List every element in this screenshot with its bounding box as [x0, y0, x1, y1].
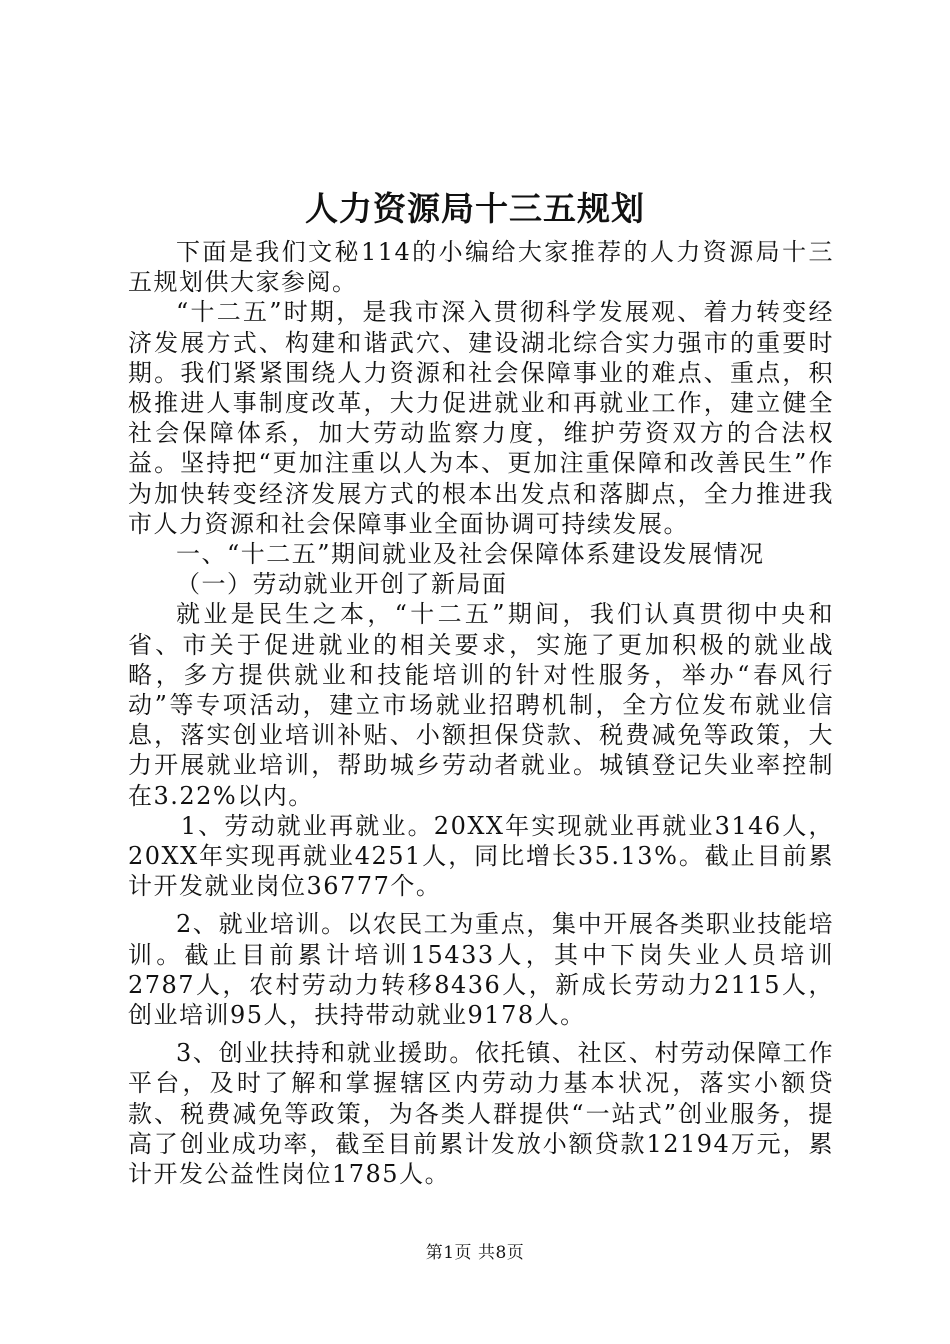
page-footer: 第1页 共8页: [425, 1243, 525, 1263]
section-heading: 一、“十二五”期间就业及社会保障体系建设发展情况: [176, 540, 765, 569]
document-title: 人力资源局十三五规划: [305, 189, 645, 228]
overview-paragraph: “十二五”时期，是我市深入贯彻科学发展观、着力转变经济发展方式、构建和谐武穴、建设湖北综合实力强市的重要时期。我们紧紧围绕人力资源和社会保障事业的难点、重点，积极推进人事制度改革，大力促进就业和再就业工作，建立健全社会保障体系，加大劳动监察力度，维护劳资双方的合法权益。坚持把“更加注重以人为本、更加注重保障和改善民生”作为加快转变经济发展方式的根本出发点和落脚点，全力推进我市人力资源和社会保障事业全面协调可持续发展。: [128, 298, 834, 538]
subsection-heading: （一）劳动就业开创了新局面: [176, 570, 508, 599]
document-body: [128, 237, 834, 1189]
intro-paragraph: 下面是我们文秘114的小编给大家推荐的人力资源局十三五规划供大家参阅。: [128, 238, 834, 297]
item-employment-training: 2、就业培训。以农民工为重点，集中开展各类职业技能培训。截止目前累计培训15433人，其中下岗失业人员培训2787人，农村劳动力转移8436人，新成长劳动力2115人，创业培训95人，扶持带动就业9178人。: [128, 910, 834, 1030]
employment-paragraph: 就业是民生之本，“十二五”期间，我们认真贯彻中央和省、市关于促进就业的相关要求，实施了更加积极的就业战略，多方提供就业和技能培训的针对性服务，举办“春风行动”等专项活动，建立市场就业招聘机制，全方位发布就业信息，落实创业培训补贴、小额担保贷款、税费减免等政策，大力开展就业培训，帮助城乡劳动者就业。城镇登记失业率控制在3.22%以内。: [128, 600, 834, 810]
item-employment-reemployment: 1、劳动就业再就业。20XX年实现就业再就业3146人，20XX年实现再就业4251人，同比增长35.13%。截止目前累计开发就业岗位36777个。: [128, 811, 834, 901]
item-entrepreneurship-support: 3、创业扶持和就业援助。依托镇、社区、村劳动保障工作平台，及时了解和掌握辖区内劳动力基本状况，落实小额贷款、税费减免等政策，为各类人群提供“一站式”创业服务，提高了创业成功率，截至目前累计发放小额贷款12194万元，累计开发公益性岗位1785人。: [128, 1039, 834, 1189]
